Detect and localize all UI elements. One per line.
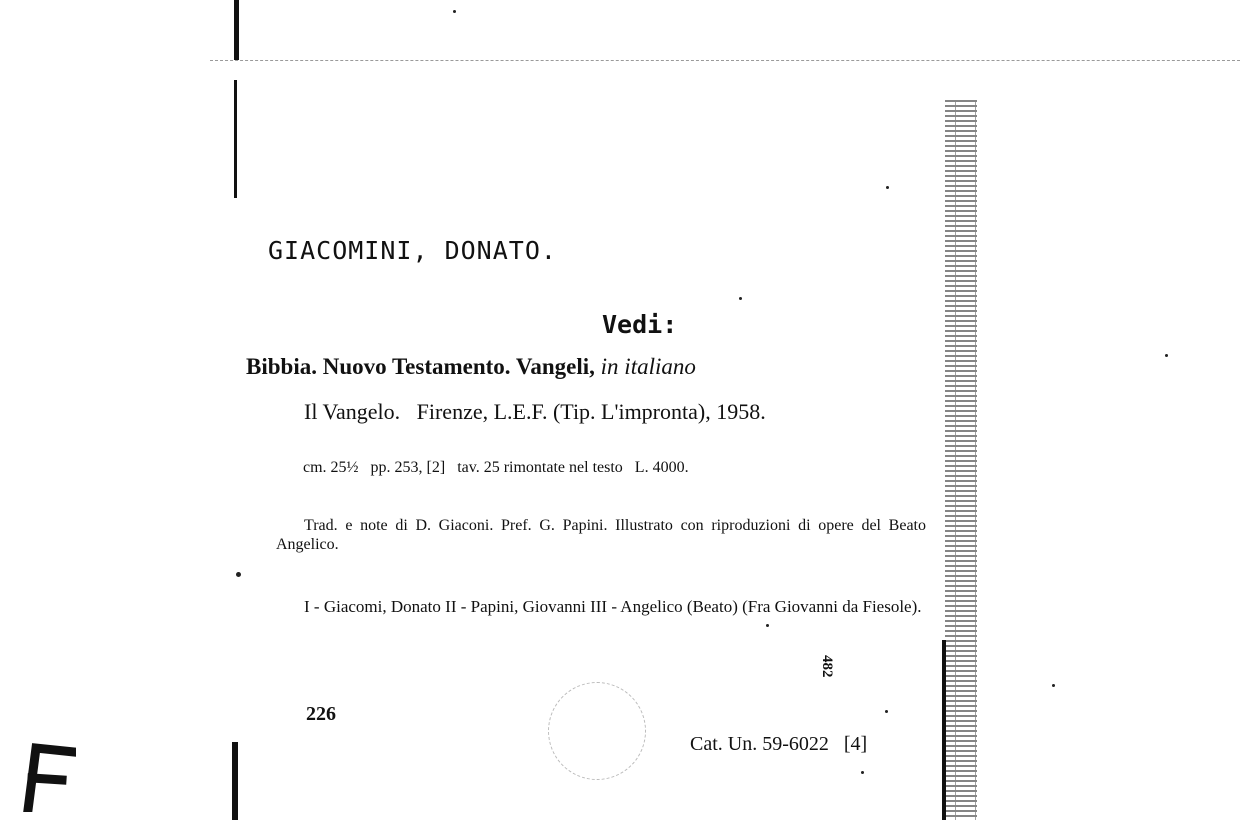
see-label: Vedi: [602,310,678,339]
speck [453,10,456,13]
speck [766,624,769,627]
bottom-left-edge-mark [232,742,238,820]
stamp-number: 482 [819,655,835,678]
speck [861,771,864,774]
uniform-title-language: in italiano [600,354,696,379]
letter-F-mark-icon [14,742,76,812]
uniform-title [246,354,696,380]
top-scan-rule [210,60,1240,61]
speck [739,297,742,300]
speck [885,710,888,713]
card-number: 226 [306,703,336,725]
tracings-paragraph: I - Giacomi, Donato II - Papini, Giovanni III - Angelico (Beato) (Fra Giovanni da Fiesole). [304,597,922,616]
right-scan-border [945,100,977,820]
top-left-edge-mark [234,0,239,60]
left-edge-mark [234,80,237,198]
heading-name: GIACOMINI, DONATO. [268,236,557,265]
imprint-line: Il Vangelo. Firenze, L.E.F. (Tip. L'impronta), 1958. [304,399,766,424]
punch-hole-icon [548,682,646,780]
speck [236,572,241,577]
collation-line: cm. 25½ pp. 253, [2] tav. 25 rimontate nel testo L. 4000. [303,459,689,476]
note-paragraph: Trad. e note di D. Giaconi. Pref. G. Papini. Illustrato con riproduzioni di opere del Beato Angelico. [276,517,926,553]
uniform-title-text: Bibbia. Nuovo Testamento. Vangeli, [246,354,595,379]
catalog-number: Cat. Un. 59-6022 [4] [690,733,868,755]
speck [886,186,889,189]
speck [1165,354,1168,357]
right-edge-line [942,640,946,820]
speck [1052,684,1055,687]
